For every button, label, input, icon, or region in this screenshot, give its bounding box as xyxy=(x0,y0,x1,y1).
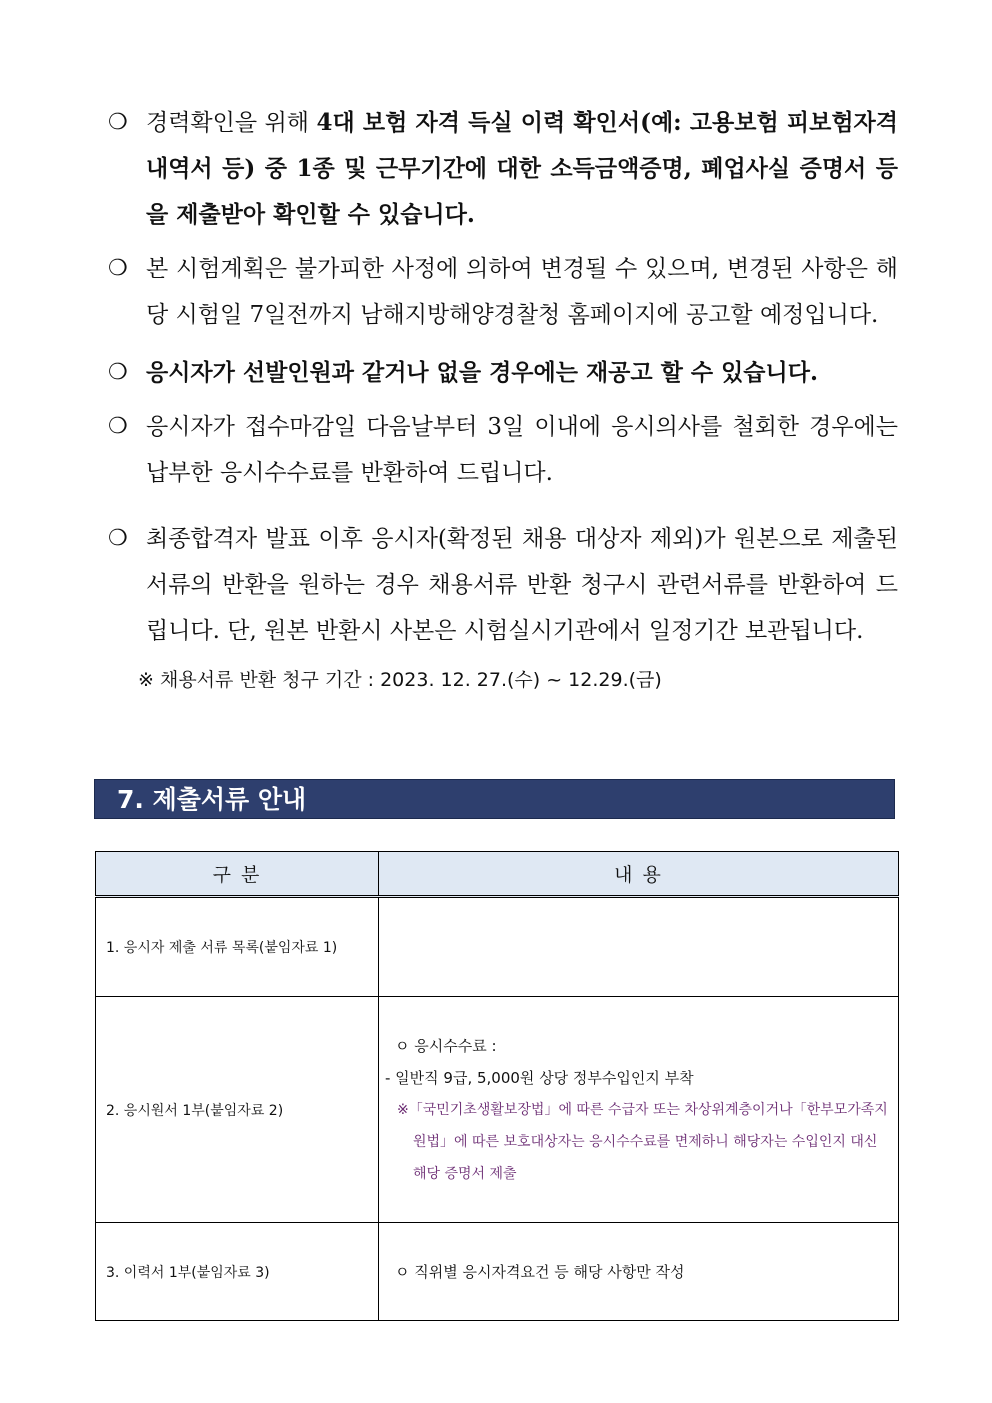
row3-category: 3. 이력서 1부(붙임자료 3) xyxy=(96,1223,379,1321)
circle-bullet-icon: ❍ xyxy=(108,526,128,551)
bullet-career-verification xyxy=(108,100,898,238)
row1-content xyxy=(379,897,899,997)
bullet-document-return xyxy=(108,516,898,654)
row1-category: 1. 응시자 제출 서류 목록(붙임자료 1) xyxy=(96,897,379,997)
table-header-row xyxy=(96,852,899,897)
circle-bullet-icon: ❍ xyxy=(108,360,128,385)
notice-bullets xyxy=(108,100,898,700)
table-row xyxy=(96,1223,899,1321)
bullet-text: 응시자가 접수마감일 다음날부터 3일 이내에 응시의사를 철회한 경우에는 납부한 응시수수료를 반환하여 드립니다. xyxy=(146,414,898,486)
circle-bullet-icon: ❍ xyxy=(108,414,128,439)
row2-category: 2. 응시원서 1부(붙임자료 2) xyxy=(96,997,379,1223)
fee-detail: - 일반직 9급, 5,000원 상당 정부수입인지 부착 xyxy=(385,1068,694,1087)
section-title: 7. 제출서류 안내 xyxy=(94,779,895,819)
bullet-bold-text: 4대 보험 자격 득실 이력 확인서(예: 고용보험 피보험자격 내역서 등) 중 1종 및 근무기간에 대한 소득금액증명, 폐업사실 증명서 등을 제출받아 확인할 수 있습니다. xyxy=(146,109,898,228)
table-row xyxy=(96,897,899,997)
circle-bullet-icon: ❍ xyxy=(108,110,128,135)
table-row xyxy=(96,997,899,1223)
bullet-re-announcement xyxy=(108,350,898,396)
bullet-bold-text: 응시자가 선발인원과 같거나 없을 경우에는 재공고 할 수 있습니다. xyxy=(146,359,818,386)
bullet-schedule-change xyxy=(108,246,898,338)
circle-bullet-icon: ❍ xyxy=(108,256,128,281)
bullet-fee-refund xyxy=(108,404,898,496)
row3-content xyxy=(379,1223,899,1321)
bullet-text: 본 시험계획은 불가피한 사정에 의하여 변경될 수 있으며, 변경된 사항은 해당 시험일 7일전까지 남해지방해양경찰청 홈페이지에 공고할 예정입니다. xyxy=(146,256,898,328)
return-period-note: ※ 채용서류 반환 청구 기간 : 2023. 12. 27.(수) ~ 12.29.(금) xyxy=(138,669,662,691)
header-category: 구 분 xyxy=(96,852,379,897)
documents-table xyxy=(95,851,899,1321)
bullet-text: 최종합격자 발표 이후 응시자(확정된 채용 대상자 제외)가 원본으로 제출된 서류의 반환을 원하는 경우 채용서류 반환 청구시 관련서류를 반환하여 드립니다. 단, 원본 반환시 사본은 시험실시기관에서 일정기간 보관됩니다. xyxy=(146,526,898,644)
row2-content xyxy=(379,997,899,1223)
header-content: 내 용 xyxy=(379,852,899,897)
fee-heading: ㅇ 응시수수료 : xyxy=(395,1036,497,1055)
bullet-text: 경력확인을 위해 xyxy=(146,110,317,136)
resume-instruction: ㅇ 직위별 응시자격요건 등 해당 사항만 작성 xyxy=(395,1262,685,1281)
fee-exemption-note: ※「국민기초생활보장법」에 따른 수급자 또는 차상위계층이거나「한부모가족지원법」에 따른 보호대상자는 응시수수료를 면제하니 해당자는 수입인지 대신 해당 증명서 제출 xyxy=(397,1101,888,1182)
